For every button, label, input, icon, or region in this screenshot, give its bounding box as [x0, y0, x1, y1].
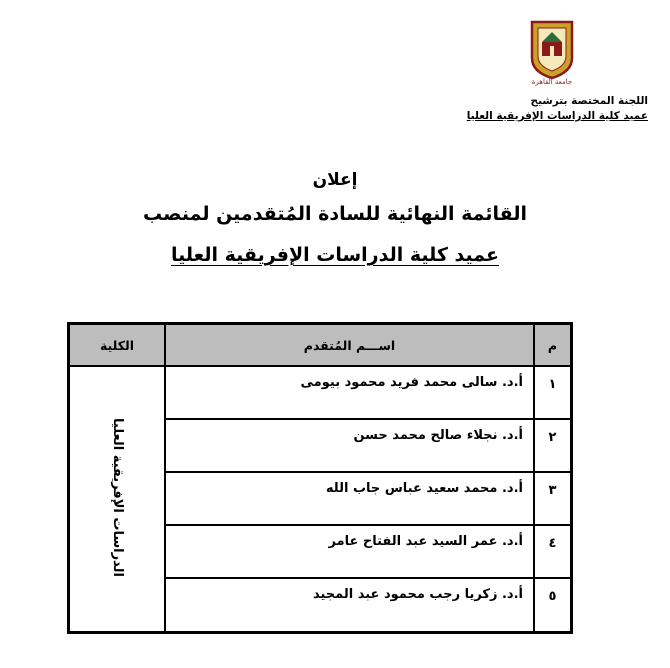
applicant-name: أ.د. زكريا رجب محمود عبد المجيد — [165, 578, 534, 632]
column-header-college: الكلية — [69, 324, 166, 367]
announcement-subtitle: القائمة النهائية للسادة المُتقدمين لمنصب — [143, 203, 527, 225]
college-cell — [69, 366, 166, 633]
applicant-name: أ.د. نجلاء صالح محمد حسن — [165, 419, 534, 472]
committee-block — [467, 94, 648, 124]
column-header-number: م — [534, 324, 572, 367]
university-logo — [524, 18, 580, 86]
college-name: الدراسات الإفريقية العليا — [110, 417, 125, 577]
applicant-name: أ.د. محمد سعيد عباس جاب الله — [165, 472, 534, 525]
applicant-name: أ.د. عمر السيد عبد الفتاح عامر — [165, 525, 534, 578]
table-header-row — [69, 324, 572, 367]
row-number: ٥ — [534, 578, 572, 632]
committee-line-2: عميد كلية الدراسات الإفريقية العليا — [466, 110, 648, 122]
logo-caption: جامعة القاهرة — [531, 78, 573, 86]
row-number: ٣ — [534, 472, 572, 525]
column-header-applicant: اســـم المُتقدم — [165, 324, 534, 367]
candidates-table — [67, 322, 573, 634]
announcement-title: إعلان — [312, 170, 358, 190]
committee-line-1: اللجنة المختصة بترشيح — [530, 95, 648, 107]
announcement-position — [0, 244, 670, 266]
row-number: ٢ — [534, 419, 572, 472]
position-text: عميد كلية الدراسات الإفريقية العليا — [170, 244, 499, 266]
row-number: ١ — [534, 366, 572, 419]
table-row — [69, 366, 572, 419]
applicant-name: أ.د. سالى محمد فريد محمود بيومى — [165, 366, 534, 419]
row-number: ٤ — [534, 525, 572, 578]
